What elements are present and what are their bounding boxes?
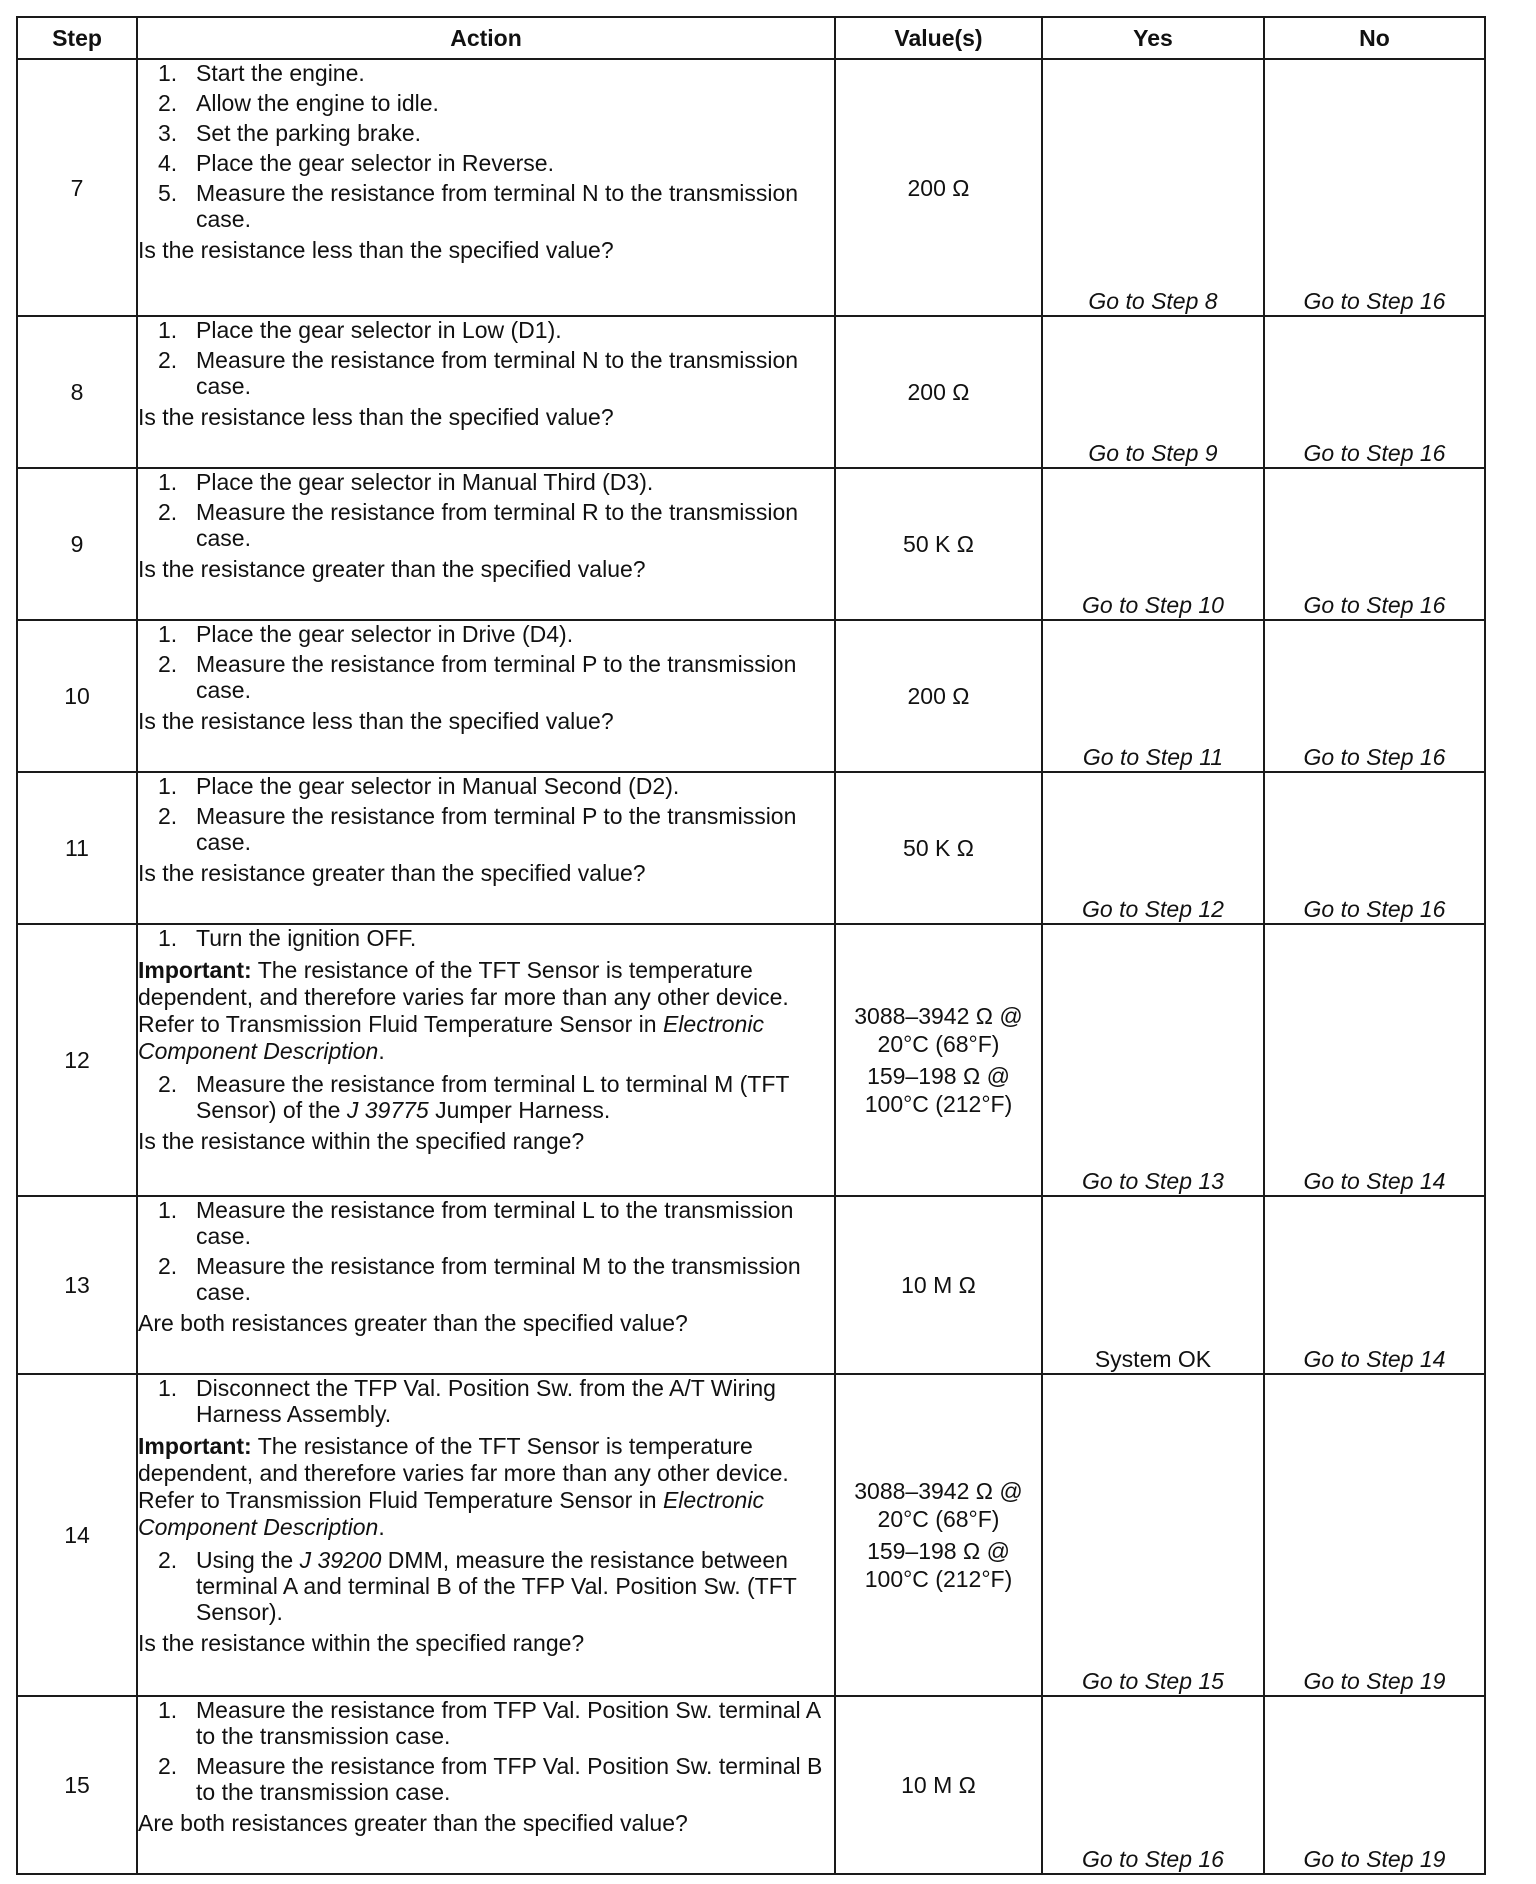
no-cell: Go to Step 14 bbox=[1264, 924, 1485, 1196]
action-cell bbox=[137, 1696, 835, 1874]
step-number: 8 bbox=[17, 316, 137, 468]
value-cell: 200 Ω bbox=[835, 620, 1042, 772]
action-item: 1. Place the gear selector in Manual Third (D3). bbox=[158, 469, 654, 495]
table-row bbox=[17, 772, 1485, 924]
table-row bbox=[17, 59, 1485, 316]
step-number: 9 bbox=[17, 468, 137, 620]
action-item: 1. Disconnect the TFP Val. Position Sw. from the A/T Wiring Harness Assembly. bbox=[158, 1375, 776, 1427]
step-number: 10 bbox=[17, 620, 137, 772]
action-cell bbox=[137, 620, 835, 772]
table-row bbox=[17, 1374, 1485, 1696]
value-range-20c: 3088–3942 Ω @ 20°C (68°F) bbox=[854, 1478, 1023, 1532]
action-item: 1. Start the engine. bbox=[158, 60, 365, 86]
action-item: 1. Place the gear selector in Drive (D4). bbox=[158, 621, 574, 647]
action-cell bbox=[137, 1196, 835, 1374]
action-item: 2. Measure the resistance from terminal L to terminal M (TFT Sensor) of the J 39775 Jumper Harness. bbox=[158, 1071, 790, 1123]
action-cell bbox=[137, 59, 835, 316]
action-cell bbox=[137, 316, 835, 468]
diagnostic-table bbox=[16, 16, 1486, 1875]
no-cell: Go to Step 14 bbox=[1264, 1196, 1485, 1374]
step-number: 14 bbox=[17, 1374, 137, 1696]
value-cell: 50 K Ω bbox=[835, 468, 1042, 620]
action-item: 1. Measure the resistance from terminal L to the transmission case. bbox=[158, 1197, 794, 1249]
value-cell bbox=[835, 924, 1042, 1196]
step-number: 11 bbox=[17, 772, 137, 924]
value-range-100c: 159–198 Ω @ 100°C (212°F) bbox=[864, 1538, 1013, 1592]
action-question: Is the resistance less than the specified value? bbox=[138, 708, 614, 734]
important-note: Important: The resistance of the TFT Sensor is temperature dependent, and therefore varies far more than any other device. Refer to Transmission Fluid Temperature Sensor in Electronic Component Description. bbox=[138, 1433, 789, 1540]
no-cell: Go to Step 16 bbox=[1264, 468, 1485, 620]
yes-cell: Go to Step 13 bbox=[1042, 924, 1264, 1196]
action-question: Is the resistance greater than the specified value? bbox=[138, 860, 646, 886]
action-item: 2. Measure the resistance from terminal P to the transmission case. bbox=[158, 803, 797, 855]
action-item: 5. Measure the resistance from terminal N to the transmission case. bbox=[158, 180, 799, 232]
no-cell: Go to Step 16 bbox=[1264, 316, 1485, 468]
action-item: 1. Turn the ignition OFF. bbox=[158, 925, 417, 951]
yes-cell: Go to Step 15 bbox=[1042, 1374, 1264, 1696]
action-question: Is the resistance less than the specified value? bbox=[138, 237, 614, 263]
yes-cell: Go to Step 10 bbox=[1042, 468, 1264, 620]
header-row bbox=[17, 17, 1485, 59]
value-cell: 10 M Ω bbox=[835, 1196, 1042, 1374]
header-yes: Yes bbox=[1042, 17, 1264, 59]
action-cell bbox=[137, 924, 835, 1196]
action-item: 4. Place the gear selector in Reverse. bbox=[158, 150, 554, 176]
action-item: 1. Measure the resistance from TFP Val. Position Sw. terminal A to the transmission case. bbox=[158, 1697, 820, 1749]
step-number: 15 bbox=[17, 1696, 137, 1874]
step-number: 12 bbox=[17, 924, 137, 1196]
component-description-reference: Electronic Component Description bbox=[138, 1011, 764, 1064]
action-item: 3. Set the parking brake. bbox=[158, 120, 422, 146]
yes-cell: Go to Step 12 bbox=[1042, 772, 1264, 924]
no-cell: Go to Step 19 bbox=[1264, 1696, 1485, 1874]
yes-cell: Go to Step 9 bbox=[1042, 316, 1264, 468]
value-cell: 50 K Ω bbox=[835, 772, 1042, 924]
no-cell: Go to Step 16 bbox=[1264, 772, 1485, 924]
value-range-20c: 3088–3942 Ω @ 20°C (68°F) bbox=[854, 1003, 1023, 1057]
important-note: Important: The resistance of the TFT Sensor is temperature dependent, and therefore varies far more than any other device. Refer to Transmission Fluid Temperature Sensor in Electronic Component Description. bbox=[138, 957, 789, 1064]
action-item: 1. Place the gear selector in Low (D1). bbox=[158, 317, 562, 343]
value-cell bbox=[835, 1374, 1042, 1696]
action-cell bbox=[137, 468, 835, 620]
action-question: Is the resistance less than the specified value? bbox=[138, 404, 614, 430]
action-item: 2. Measure the resistance from terminal P to the transmission case. bbox=[158, 651, 797, 703]
yes-cell: System OK bbox=[1042, 1196, 1264, 1374]
action-item: 2. Measure the resistance from terminal N to the transmission case. bbox=[158, 347, 799, 399]
action-item: 2. Measure the resistance from TFP Val. Position Sw. terminal B to the transmission case. bbox=[158, 1753, 823, 1805]
table-row bbox=[17, 468, 1485, 620]
value-cell: 200 Ω bbox=[835, 316, 1042, 468]
action-question: Are both resistances greater than the specified value? bbox=[138, 1810, 688, 1836]
header-no: No bbox=[1264, 17, 1485, 59]
tool-reference: J 39200 bbox=[299, 1547, 382, 1573]
yes-cell: Go to Step 8 bbox=[1042, 59, 1264, 316]
step-number: 13 bbox=[17, 1196, 137, 1374]
important-label: Important: bbox=[138, 957, 252, 983]
important-label: Important: bbox=[138, 1433, 252, 1459]
no-cell: Go to Step 16 bbox=[1264, 620, 1485, 772]
value-range-100c: 159–198 Ω @ 100°C (212°F) bbox=[864, 1063, 1013, 1117]
action-item: 2. Measure the resistance from terminal M to the transmission case. bbox=[158, 1253, 801, 1305]
action-cell bbox=[137, 1374, 835, 1696]
action-item: 2. Measure the resistance from terminal R to the transmission case. bbox=[158, 499, 799, 551]
header-values: Value(s) bbox=[835, 17, 1042, 59]
table-row bbox=[17, 620, 1485, 772]
action-question: Are both resistances greater than the specified value? bbox=[138, 1310, 688, 1336]
action-item: 2. Allow the engine to idle. bbox=[158, 90, 439, 116]
action-item: 2. Using the J 39200 DMM, measure the resistance between terminal A and terminal B of the TFP Val. Position Sw. (TFT Sensor). bbox=[158, 1547, 797, 1625]
header-action: Action bbox=[137, 17, 835, 59]
action-cell bbox=[137, 772, 835, 924]
value-cell: 200 Ω bbox=[835, 59, 1042, 316]
component-description-reference: Electronic Component Description bbox=[138, 1487, 764, 1540]
table-row bbox=[17, 1196, 1485, 1374]
value-cell: 10 M Ω bbox=[835, 1696, 1042, 1874]
table-row bbox=[17, 316, 1485, 468]
action-item: 1. Place the gear selector in Manual Second (D2). bbox=[158, 773, 680, 799]
step-number: 7 bbox=[17, 59, 137, 316]
header-step: Step bbox=[17, 17, 137, 59]
yes-cell: Go to Step 16 bbox=[1042, 1696, 1264, 1874]
tool-reference: J 39775 bbox=[346, 1097, 429, 1123]
action-question: Is the resistance within the specified range? bbox=[138, 1630, 585, 1656]
no-cell: Go to Step 16 bbox=[1264, 59, 1485, 316]
table-row bbox=[17, 924, 1485, 1196]
no-cell: Go to Step 19 bbox=[1264, 1374, 1485, 1696]
table-row bbox=[17, 1696, 1485, 1874]
yes-cell: Go to Step 11 bbox=[1042, 620, 1264, 772]
action-question: Is the resistance greater than the specified value? bbox=[138, 556, 646, 582]
action-question: Is the resistance within the specified range? bbox=[138, 1128, 585, 1154]
